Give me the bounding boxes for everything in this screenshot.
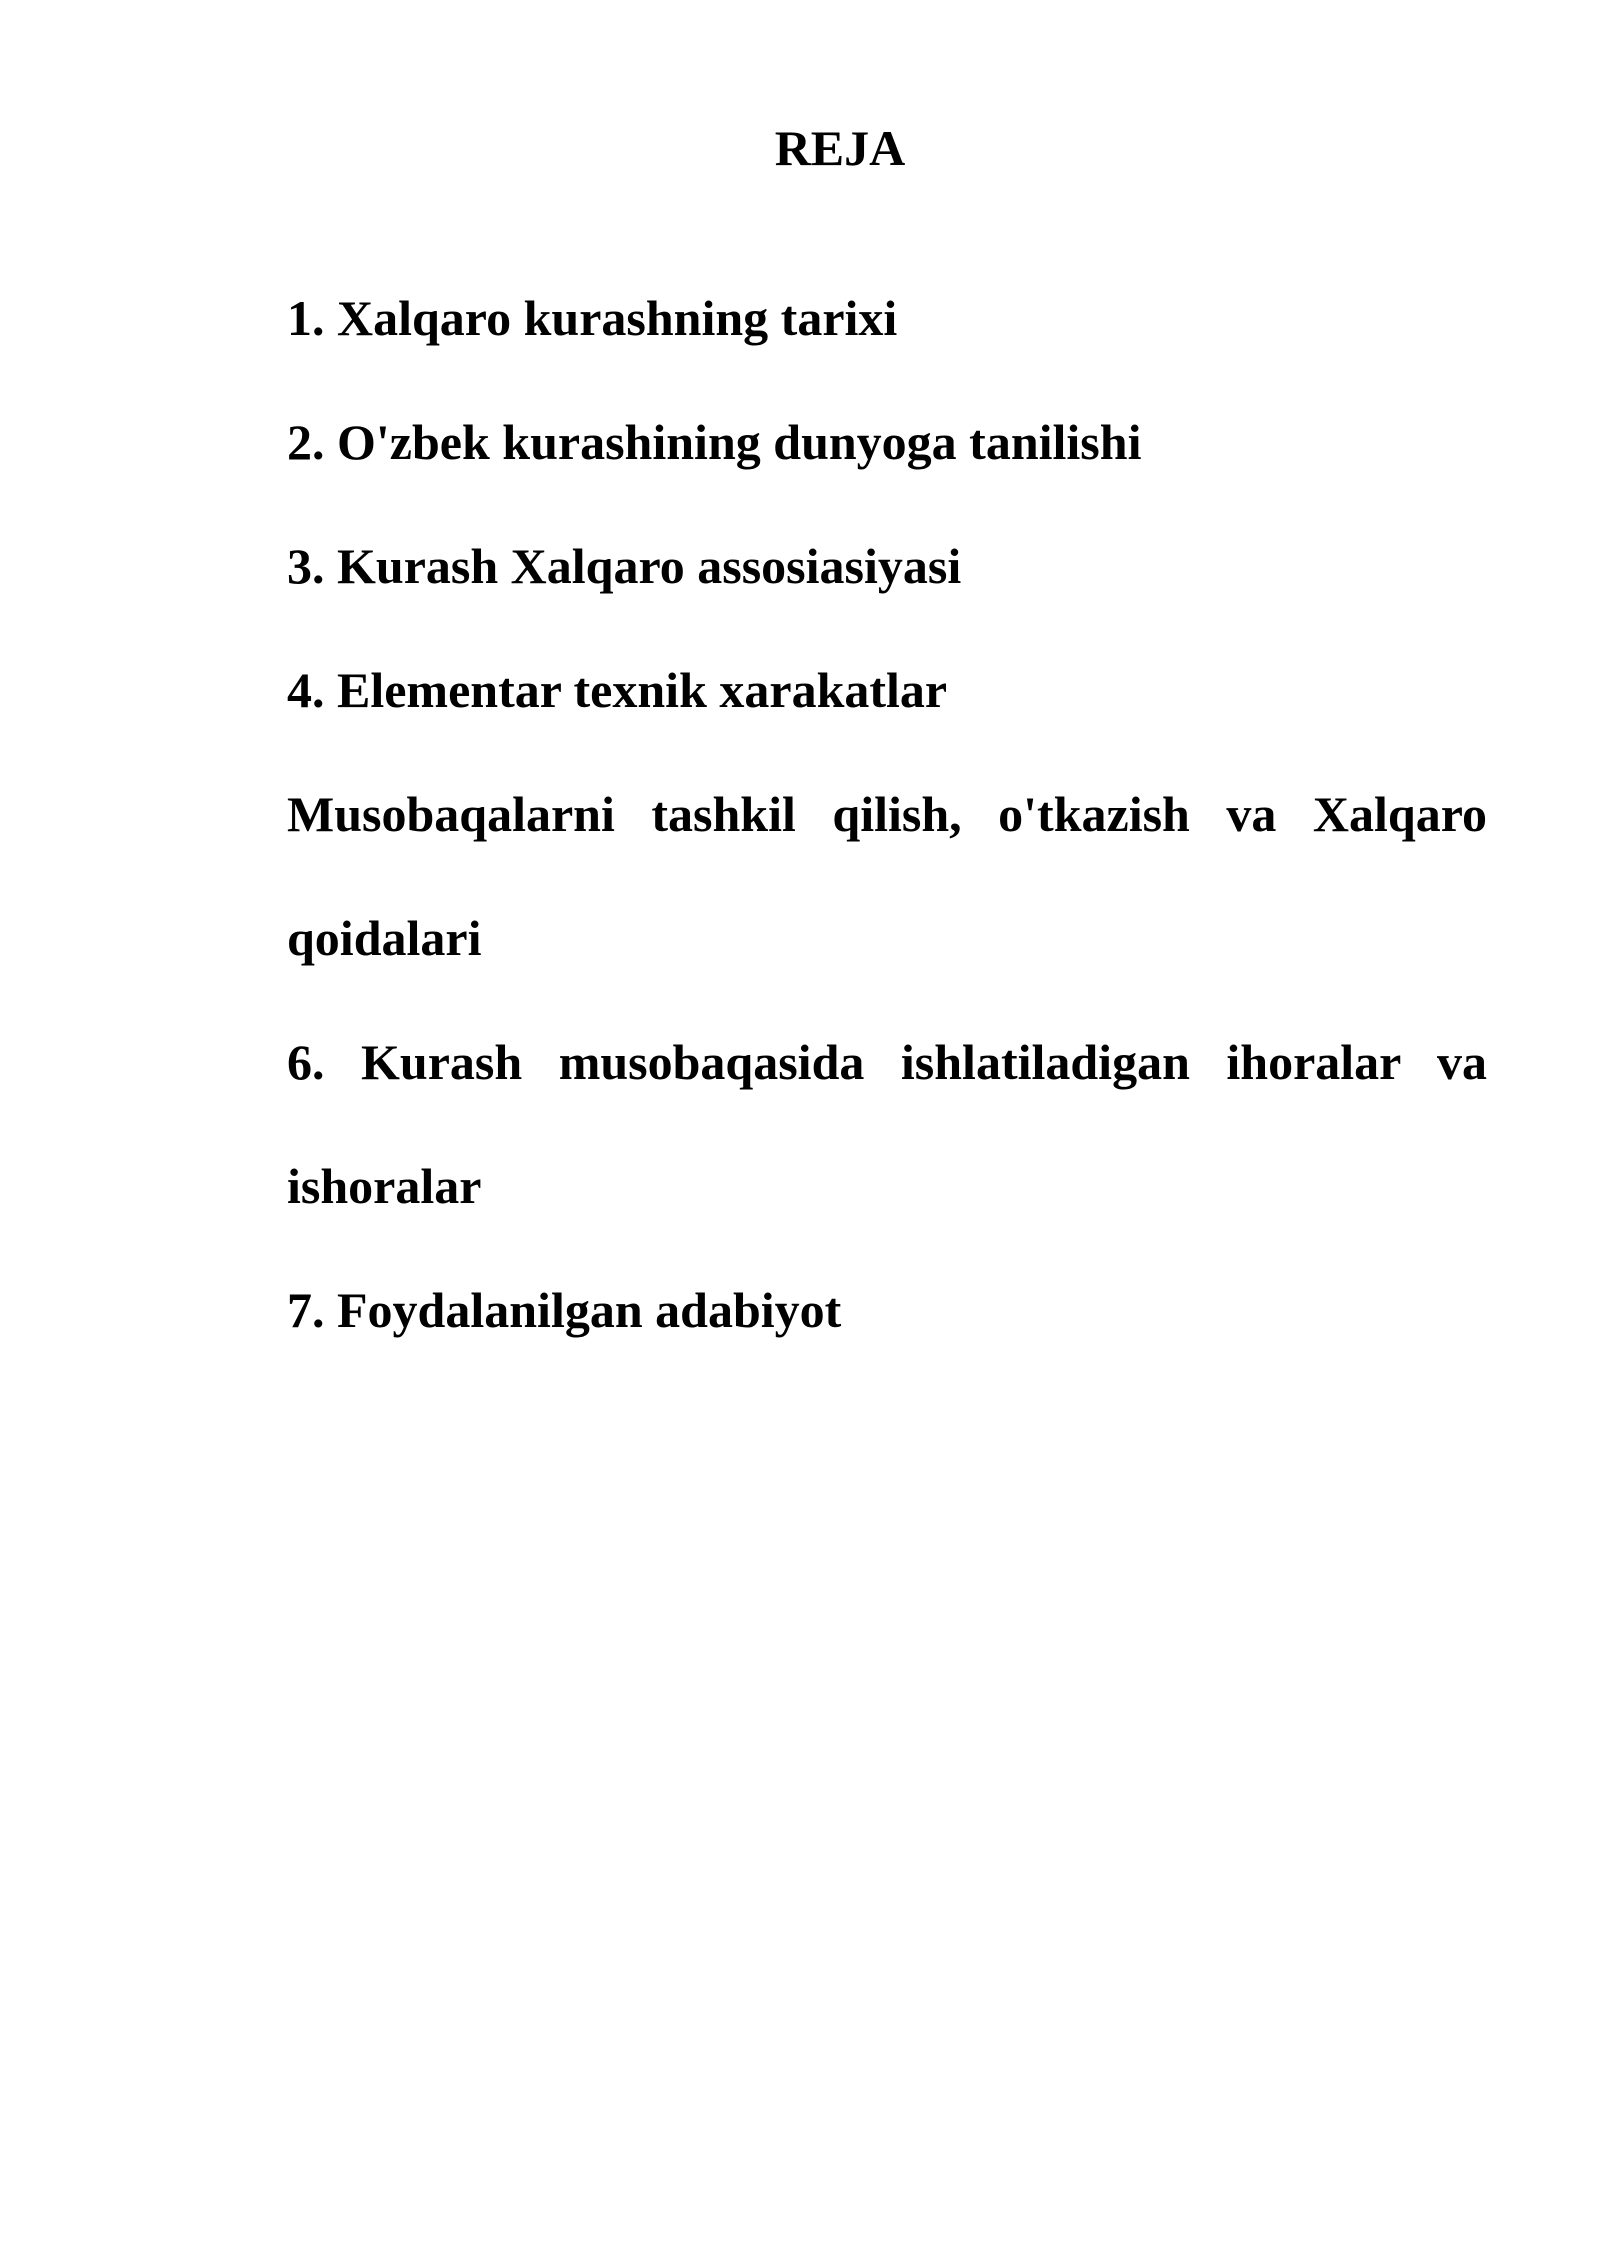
plan-item-1: 1. Xalqaro kurashning tarixi — [287, 290, 898, 346]
document-title: REJA — [774, 120, 906, 176]
plan-item-6: 6. Kurash musobaqasida ishlatiladigan ihoralar va ishoralar — [287, 1034, 1487, 1214]
plan-item-4: 4. Elementar texnik xarakatlar — [287, 662, 948, 718]
plan-item-3: 3. Kurash Xalqaro assosiasiyasi — [287, 538, 962, 594]
plan-item-2: 2. O'zbek kurashining dunyoga tanilishi — [287, 414, 1142, 470]
plan-list — [287, 256, 1487, 1372]
plan-item-5: Musobaqalarni tashkil qilish, o'tkazish va Xalqaro qoidalari — [287, 786, 1487, 966]
plan-item-7: 7. Foydalanilgan adabiyot — [287, 1282, 842, 1338]
